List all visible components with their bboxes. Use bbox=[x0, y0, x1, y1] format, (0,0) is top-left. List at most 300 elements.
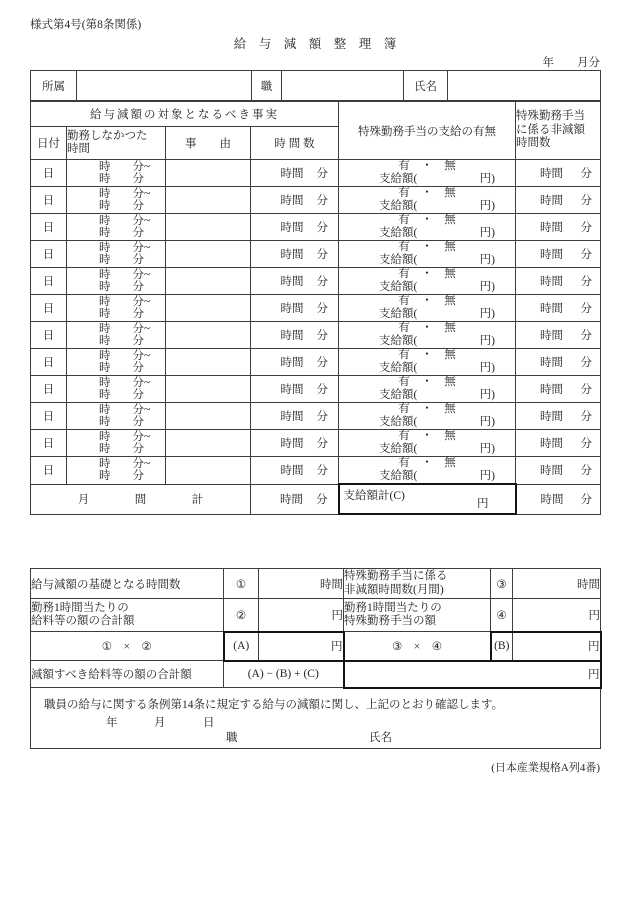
date-cell[interactable] bbox=[31, 295, 67, 322]
from-minute-unit: 分~ bbox=[132, 187, 151, 200]
daily-row bbox=[31, 241, 601, 268]
time-range-cell[interactable] bbox=[67, 214, 166, 241]
hourly-allowance-label bbox=[344, 599, 491, 632]
from-minute-unit: 分~ bbox=[132, 268, 151, 281]
date-cell[interactable] bbox=[31, 403, 67, 430]
to-hour-unit: 時 bbox=[99, 362, 111, 374]
nr-minutes-unit: 分 bbox=[580, 465, 592, 478]
date-cell[interactable] bbox=[31, 241, 67, 268]
position-value-cell[interactable] bbox=[282, 71, 404, 101]
to-hour-unit: 時 bbox=[99, 389, 111, 401]
reason-cell[interactable] bbox=[166, 349, 251, 376]
nr-hours-unit: 時間 bbox=[540, 222, 563, 234]
day-unit: 日 bbox=[42, 276, 55, 288]
time-range-cell[interactable] bbox=[67, 295, 166, 322]
allowance-cell[interactable] bbox=[339, 349, 516, 376]
day-unit: 日 bbox=[42, 222, 55, 234]
form-number: 様式第4号(第8条関係) bbox=[30, 19, 142, 31]
a-symbol-cell: (A) bbox=[224, 632, 259, 661]
from-hour-unit: 時 bbox=[99, 349, 111, 362]
nr-hours-unit: 時間 bbox=[540, 411, 563, 423]
allowance-amount-suffix: 円) bbox=[479, 389, 495, 401]
allowance-yes-no[interactable]: 有 ・ 無 bbox=[398, 241, 456, 253]
allowance-amount-suffix: 円) bbox=[479, 335, 495, 347]
to-minute-unit: 分 bbox=[132, 227, 144, 239]
minutes-unit: 分 bbox=[316, 303, 328, 315]
hourly-pay-label-line2: 給料等の額の合計額 bbox=[31, 615, 135, 627]
to-minute-unit: 分 bbox=[132, 281, 144, 293]
from-hour-unit: 時 bbox=[99, 214, 111, 227]
from-minute-unit: 分~ bbox=[132, 376, 151, 389]
hours-cell[interactable] bbox=[251, 322, 339, 349]
minutes-unit: 分 bbox=[316, 276, 328, 288]
allowance-yes-no[interactable]: 有 ・ 無 bbox=[398, 268, 456, 280]
reason-cell[interactable] bbox=[166, 160, 251, 187]
to-hour-unit: 時 bbox=[99, 335, 111, 347]
formula-1x2-label: ① × ② bbox=[31, 632, 224, 661]
reason-cell[interactable] bbox=[166, 268, 251, 295]
non-reduction-hours-cell[interactable] bbox=[516, 214, 601, 241]
nr-hours-unit: 時間 bbox=[540, 330, 563, 342]
time-range-cell[interactable] bbox=[67, 241, 166, 268]
nr-minutes-unit: 分 bbox=[580, 249, 592, 261]
allowance-yes-no[interactable]: 有 ・ 無 bbox=[398, 322, 456, 334]
nr-hours-unit: 時間 bbox=[540, 465, 563, 478]
minutes-unit: 分 bbox=[316, 222, 328, 234]
allowance-cell[interactable] bbox=[339, 376, 516, 403]
hourly-pay-label bbox=[31, 599, 224, 632]
non-reduction-hours-cell[interactable] bbox=[516, 457, 601, 485]
nr-minutes-unit: 分 bbox=[580, 384, 592, 396]
allowance-amount-suffix: 円) bbox=[479, 416, 495, 428]
to-hour-unit: 時 bbox=[99, 308, 111, 320]
calc-table bbox=[30, 568, 602, 749]
daily-row bbox=[31, 322, 601, 349]
hours-unit: 時間 bbox=[280, 384, 304, 396]
from-minute-unit: 分~ bbox=[132, 349, 151, 362]
allowance-cell[interactable] bbox=[339, 295, 516, 322]
not-worked-header bbox=[67, 127, 166, 160]
name-value-cell[interactable] bbox=[448, 71, 601, 101]
to-minute-unit: 分 bbox=[132, 335, 144, 347]
time-range-cell[interactable] bbox=[67, 268, 166, 295]
hours-unit: 時間 bbox=[280, 465, 304, 478]
nr-monthly-label-line1: 特殊勤務手当に係る bbox=[344, 570, 448, 582]
nr-monthly-label-line2: 非減額時間数(月間) bbox=[344, 583, 444, 596]
allowance-amount-suffix: 円) bbox=[479, 281, 495, 293]
confirm-name-label[interactable]: 氏名 bbox=[369, 731, 392, 744]
hourly-allowance-label-line1: 勤務1時間当たりの bbox=[344, 601, 442, 614]
daily-row bbox=[31, 268, 601, 295]
hours-cell[interactable] bbox=[251, 457, 339, 485]
allowance-yes-no[interactable]: 有 ・ 無 bbox=[398, 187, 456, 199]
reason-cell[interactable] bbox=[166, 187, 251, 214]
nr-minutes-unit: 分 bbox=[580, 168, 592, 180]
reduction-total-value-cell[interactable]: 円 bbox=[344, 661, 601, 688]
from-hour-unit: 時 bbox=[99, 187, 111, 200]
allowance-amount-suffix: 円) bbox=[479, 173, 495, 185]
hours-unit: 時間 bbox=[280, 249, 304, 261]
hours-unit: 時間 bbox=[280, 330, 304, 342]
position-label: 職 bbox=[252, 71, 282, 101]
monthly-total-label-cell bbox=[31, 484, 251, 514]
hours-header: 時 間 数 bbox=[251, 127, 339, 160]
reason-cell[interactable] bbox=[166, 241, 251, 268]
allowance-yes-no[interactable]: 有 ・ 無 bbox=[398, 160, 456, 172]
allowance-cell[interactable] bbox=[339, 403, 516, 430]
nr-hours-unit: 時間 bbox=[540, 249, 563, 261]
allowance-yes-no[interactable]: 有 ・ 無 bbox=[398, 430, 456, 442]
day-unit: 日 bbox=[42, 195, 55, 207]
hourly-pay-label-line1: 勤務1時間当たりの bbox=[31, 601, 129, 614]
allowance-amount-prefix: 支給額( bbox=[379, 362, 418, 374]
nr-minutes-unit: 分 bbox=[580, 438, 592, 450]
nr-monthly-hours-label bbox=[344, 569, 491, 599]
reason-cell[interactable] bbox=[166, 430, 251, 457]
allowance-yes-no[interactable]: 有 ・ 無 bbox=[398, 295, 456, 307]
hours-unit: 時間 bbox=[280, 411, 304, 423]
nr-hours-unit: 時間 bbox=[540, 357, 563, 369]
facts-group-header: 給与減額の対象となるべき事実 bbox=[31, 102, 339, 127]
confirm-position-label[interactable]: 職 bbox=[226, 731, 238, 744]
day-unit: 日 bbox=[42, 438, 55, 450]
not-worked-header-line1: 勤務しなかつた bbox=[67, 130, 148, 142]
allowance-amount-suffix: 円) bbox=[479, 254, 495, 266]
date-cell[interactable] bbox=[31, 349, 67, 376]
reduction-formula-label: (A) − (B) + (C) bbox=[224, 661, 344, 688]
from-hour-unit: 時 bbox=[99, 295, 111, 308]
allowance-amount-suffix: 円) bbox=[479, 227, 495, 239]
allowance-amount-prefix: 支給額( bbox=[379, 227, 418, 239]
day-unit: 日 bbox=[42, 303, 55, 315]
minutes-unit: 分 bbox=[316, 249, 328, 261]
from-hour-unit: 時 bbox=[99, 376, 111, 389]
from-minute-unit: 分~ bbox=[132, 403, 151, 416]
from-minute-unit: 分~ bbox=[132, 457, 151, 470]
not-worked-header-line2: 時間 bbox=[67, 143, 90, 155]
allowance-amount-suffix: 円) bbox=[479, 308, 495, 320]
hours-cell[interactable] bbox=[251, 403, 339, 430]
minutes-unit: 分 bbox=[316, 330, 328, 342]
hourly-allowance-label-line2: 特殊勤務手当の額 bbox=[344, 615, 436, 627]
allowance-yes-no[interactable]: 有 ・ 無 bbox=[398, 457, 456, 469]
non-reduction-hours-cell[interactable] bbox=[516, 376, 601, 403]
allowance-cell[interactable] bbox=[339, 430, 516, 457]
total-hours-unit: 時間 bbox=[280, 494, 303, 506]
to-hour-unit: 時 bbox=[99, 200, 111, 212]
daily-row bbox=[31, 214, 601, 241]
minutes-unit: 分 bbox=[316, 465, 328, 478]
dept-label: 所属 bbox=[31, 71, 77, 101]
daily-row bbox=[31, 457, 601, 485]
allowance-amount-prefix: 支給額( bbox=[379, 281, 418, 293]
date-cell[interactable] bbox=[31, 322, 67, 349]
non-reduction-hours-cell[interactable] bbox=[516, 295, 601, 322]
base-hours-label: 給与減額の基礎となる時間数 bbox=[31, 569, 224, 599]
to-hour-unit: 時 bbox=[99, 470, 111, 483]
non-reduction-hours-cell[interactable] bbox=[516, 268, 601, 295]
date-cell[interactable] bbox=[31, 160, 67, 187]
time-range-cell[interactable] bbox=[67, 376, 166, 403]
date-cell[interactable] bbox=[31, 187, 67, 214]
date-cell[interactable] bbox=[31, 214, 67, 241]
allowance-amount-suffix: 円) bbox=[479, 443, 495, 455]
date-cell[interactable] bbox=[31, 376, 67, 403]
circle1-symbol: ① bbox=[224, 569, 259, 599]
time-range-cell[interactable] bbox=[67, 403, 166, 430]
from-minute-unit: 分~ bbox=[132, 214, 151, 227]
b-value-cell[interactable]: 円 bbox=[513, 632, 601, 661]
date-cell[interactable] bbox=[31, 457, 67, 485]
time-range-cell[interactable] bbox=[67, 160, 166, 187]
date-cell[interactable] bbox=[31, 430, 67, 457]
time-range-cell[interactable] bbox=[67, 430, 166, 457]
daily-row bbox=[31, 376, 601, 403]
non-reduction-header-line2: に係る非減額 bbox=[516, 123, 585, 136]
reduction-total-label: 減額すべき給料等の額の合計額 bbox=[31, 661, 224, 688]
confirmation-cell bbox=[31, 688, 601, 749]
monthly-total-row bbox=[31, 484, 601, 514]
b-symbol-cell: (B) bbox=[491, 632, 513, 661]
total-label-kan: 間 bbox=[134, 494, 147, 506]
base-hours-value-cell[interactable]: 時間 bbox=[259, 569, 344, 599]
circle4-symbol: ④ bbox=[491, 599, 513, 632]
minutes-unit: 分 bbox=[316, 357, 328, 369]
reason-cell[interactable] bbox=[166, 403, 251, 430]
hours-cell[interactable] bbox=[251, 430, 339, 457]
reason-cell[interactable] bbox=[166, 322, 251, 349]
allowance-yes-no[interactable]: 有 ・ 無 bbox=[398, 214, 456, 226]
from-minute-unit: 分~ bbox=[132, 160, 151, 173]
confirm-year-label[interactable]: 年 bbox=[106, 716, 118, 729]
from-hour-unit: 時 bbox=[99, 241, 111, 254]
circle3-symbol: ③ bbox=[491, 569, 513, 599]
to-hour-unit: 時 bbox=[99, 254, 111, 266]
from-hour-unit: 時 bbox=[99, 430, 111, 443]
total-label-month: 月 bbox=[77, 494, 90, 506]
allowance-amount-prefix: 支給額( bbox=[379, 308, 418, 320]
reduction-table bbox=[30, 101, 601, 515]
nr-hours-unit: 時間 bbox=[540, 384, 563, 396]
allowance-yes-no[interactable]: 有 ・ 無 bbox=[398, 376, 456, 388]
to-hour-unit: 時 bbox=[99, 443, 111, 455]
allowance-cell[interactable] bbox=[339, 322, 516, 349]
non-reduction-hours-cell[interactable] bbox=[516, 160, 601, 187]
non-reduction-hours-cell[interactable] bbox=[516, 187, 601, 214]
allowance-amount-prefix: 支給額( bbox=[379, 173, 418, 185]
day-unit: 日 bbox=[42, 330, 55, 342]
from-minute-unit: 分~ bbox=[132, 322, 151, 335]
daily-row bbox=[31, 349, 601, 376]
to-hour-unit: 時 bbox=[99, 227, 111, 239]
time-range-cell[interactable] bbox=[67, 187, 166, 214]
nr-minutes-unit: 分 bbox=[580, 303, 592, 315]
from-minute-unit: 分~ bbox=[132, 241, 151, 254]
minutes-unit: 分 bbox=[316, 438, 328, 450]
to-minute-unit: 分 bbox=[132, 389, 144, 401]
from-hour-unit: 時 bbox=[99, 268, 111, 281]
allowance-cell[interactable] bbox=[339, 241, 516, 268]
total-minutes-unit: 分 bbox=[316, 494, 328, 506]
non-reduction-header-line1: 特殊勤務手当 bbox=[516, 110, 585, 123]
allowance-amount-suffix: 円) bbox=[479, 470, 495, 482]
daily-row bbox=[31, 187, 601, 214]
to-minute-unit: 分 bbox=[132, 173, 144, 185]
confirm-month-label[interactable]: 月 bbox=[154, 716, 166, 729]
day-unit: 日 bbox=[42, 168, 55, 180]
hours-unit: 時間 bbox=[280, 195, 304, 207]
non-reduction-header bbox=[516, 102, 601, 160]
nr-hours-unit: 時間 bbox=[540, 276, 563, 288]
allowance-amount-prefix: 支給額( bbox=[379, 443, 418, 455]
daily-row bbox=[31, 403, 601, 430]
to-minute-unit: 分 bbox=[132, 308, 144, 320]
hours-cell[interactable] bbox=[251, 376, 339, 403]
reason-cell[interactable] bbox=[166, 457, 251, 485]
non-reduction-hours-cell[interactable] bbox=[516, 430, 601, 457]
allowance-cell[interactable] bbox=[339, 187, 516, 214]
allowance-amount-prefix: 支給額( bbox=[379, 335, 418, 347]
to-hour-unit: 時 bbox=[99, 281, 111, 293]
day-unit: 日 bbox=[42, 249, 55, 261]
hours-cell[interactable] bbox=[251, 268, 339, 295]
allowance-yes-no[interactable]: 有 ・ 無 bbox=[398, 403, 456, 415]
time-range-cell[interactable] bbox=[67, 349, 166, 376]
non-reduction-hours-cell[interactable] bbox=[516, 349, 601, 376]
to-minute-unit: 分 bbox=[132, 362, 144, 374]
from-minute-unit: 分~ bbox=[132, 295, 151, 308]
hours-unit: 時間 bbox=[280, 222, 304, 234]
to-minute-unit: 分 bbox=[132, 443, 144, 455]
time-range-cell[interactable] bbox=[67, 457, 166, 485]
allowance-amount-prefix: 支給額( bbox=[379, 470, 418, 482]
nr-minutes-unit: 分 bbox=[580, 276, 592, 288]
from-hour-unit: 時 bbox=[99, 322, 111, 335]
non-reduction-hours-cell[interactable] bbox=[516, 403, 601, 430]
info-table bbox=[30, 70, 601, 101]
from-hour-unit: 時 bbox=[99, 403, 111, 416]
day-unit: 日 bbox=[42, 411, 55, 423]
date-header: 日付 bbox=[31, 127, 67, 160]
allowance-amount-prefix: 支給額( bbox=[379, 200, 418, 212]
non-reduction-header-line3: 時間数 bbox=[516, 137, 551, 150]
allowance-yes-no[interactable]: 有 ・ 無 bbox=[398, 349, 456, 361]
name-label: 氏名 bbox=[404, 71, 448, 101]
non-reduction-hours-cell[interactable] bbox=[516, 322, 601, 349]
nr-minutes-unit: 分 bbox=[580, 222, 592, 234]
hours-cell[interactable] bbox=[251, 295, 339, 322]
hours-unit: 時間 bbox=[280, 168, 304, 180]
allowance-amount-prefix: 支給額( bbox=[379, 254, 418, 266]
allowance-amount-prefix: 支給額( bbox=[379, 389, 418, 401]
nr-minutes-unit: 分 bbox=[580, 330, 592, 342]
to-minute-unit: 分 bbox=[132, 470, 144, 483]
reason-cell[interactable] bbox=[166, 295, 251, 322]
daily-row bbox=[31, 160, 601, 187]
hours-cell[interactable] bbox=[251, 349, 339, 376]
allowance-amount-prefix: 支給額( bbox=[379, 416, 418, 428]
nr-minutes-unit: 分 bbox=[580, 357, 592, 369]
allowance-cell[interactable] bbox=[339, 214, 516, 241]
reason-cell[interactable] bbox=[166, 214, 251, 241]
hourly-pay-value-cell[interactable]: 円 bbox=[259, 599, 344, 632]
from-hour-unit: 時 bbox=[99, 160, 111, 173]
total-nr-hours-unit: 時間 bbox=[540, 494, 564, 506]
day-unit: 日 bbox=[42, 465, 55, 478]
nr-monthly-value-cell[interactable]: 時間 bbox=[513, 569, 601, 599]
confirm-day-label[interactable]: 日 bbox=[203, 716, 215, 729]
allowance-cell[interactable] bbox=[339, 160, 516, 187]
to-minute-unit: 分 bbox=[132, 416, 144, 428]
hours-unit: 時間 bbox=[280, 438, 304, 450]
hours-cell[interactable] bbox=[251, 241, 339, 268]
minutes-unit: 分 bbox=[316, 411, 328, 423]
date-cell[interactable] bbox=[31, 268, 67, 295]
total-allowance-c-cell[interactable] bbox=[339, 484, 516, 514]
minutes-unit: 分 bbox=[316, 384, 328, 396]
hourly-allowance-value-cell[interactable]: 円 bbox=[513, 599, 601, 632]
day-unit: 日 bbox=[42, 384, 55, 396]
total-nr-minutes-unit: 分 bbox=[580, 494, 592, 506]
allowance-amount-suffix: 円) bbox=[479, 200, 495, 212]
allowance-cell[interactable] bbox=[339, 457, 516, 485]
to-hour-unit: 時 bbox=[99, 173, 111, 185]
to-hour-unit: 時 bbox=[99, 416, 111, 428]
circle2-symbol: ② bbox=[224, 599, 259, 632]
reason-header: 事 由 bbox=[166, 127, 251, 160]
page-title: 給 与 減 額 整 理 簿 bbox=[233, 37, 397, 51]
minutes-unit: 分 bbox=[316, 195, 328, 207]
day-unit: 日 bbox=[42, 357, 55, 369]
nr-minutes-unit: 分 bbox=[580, 411, 592, 423]
daily-row bbox=[31, 295, 601, 322]
to-minute-unit: 分 bbox=[132, 254, 144, 266]
nr-hours-unit: 時間 bbox=[540, 438, 563, 450]
year-month-label: 年 月分 bbox=[542, 57, 600, 69]
hours-cell[interactable] bbox=[251, 214, 339, 241]
allowance-amount-suffix: 円) bbox=[479, 362, 495, 374]
hours-cell[interactable] bbox=[251, 187, 339, 214]
allowance-cell[interactable] bbox=[339, 268, 516, 295]
allowance-header: 特殊勤務手当の支給の有無 bbox=[339, 102, 516, 160]
nr-hours-unit: 時間 bbox=[540, 195, 563, 207]
c-total-label: 支給額計(C) bbox=[343, 490, 405, 502]
confirmation-text: 職員の給与に関する条例第14条に規定する給与の減額に関し、上記のとおり確認します。 bbox=[44, 698, 504, 711]
dept-value-cell[interactable] bbox=[77, 71, 252, 101]
hours-unit: 時間 bbox=[280, 303, 304, 315]
total-non-reduction-cell[interactable] bbox=[516, 484, 601, 514]
formula-3x4-label: ③ × ④ bbox=[344, 632, 491, 661]
from-minute-unit: 分~ bbox=[132, 430, 151, 443]
time-range-cell[interactable] bbox=[67, 322, 166, 349]
hours-unit: 時間 bbox=[280, 357, 304, 369]
total-hours-cell[interactable] bbox=[251, 484, 339, 514]
a-value-cell[interactable]: 円 bbox=[259, 632, 344, 661]
nr-hours-unit: 時間 bbox=[540, 168, 563, 180]
to-minute-unit: 分 bbox=[132, 200, 144, 212]
jis-standard-note: (日本産業規格A列4番) bbox=[491, 762, 600, 774]
non-reduction-hours-cell[interactable] bbox=[516, 241, 601, 268]
daily-row bbox=[31, 430, 601, 457]
from-hour-unit: 時 bbox=[99, 457, 111, 470]
reason-cell[interactable] bbox=[166, 376, 251, 403]
minutes-unit: 分 bbox=[316, 168, 328, 180]
nr-hours-unit: 時間 bbox=[540, 303, 563, 315]
hours-unit: 時間 bbox=[280, 276, 304, 288]
nr-minutes-unit: 分 bbox=[580, 195, 592, 207]
c-total-yen-unit: 円 bbox=[477, 498, 489, 510]
hours-cell[interactable] bbox=[251, 160, 339, 187]
